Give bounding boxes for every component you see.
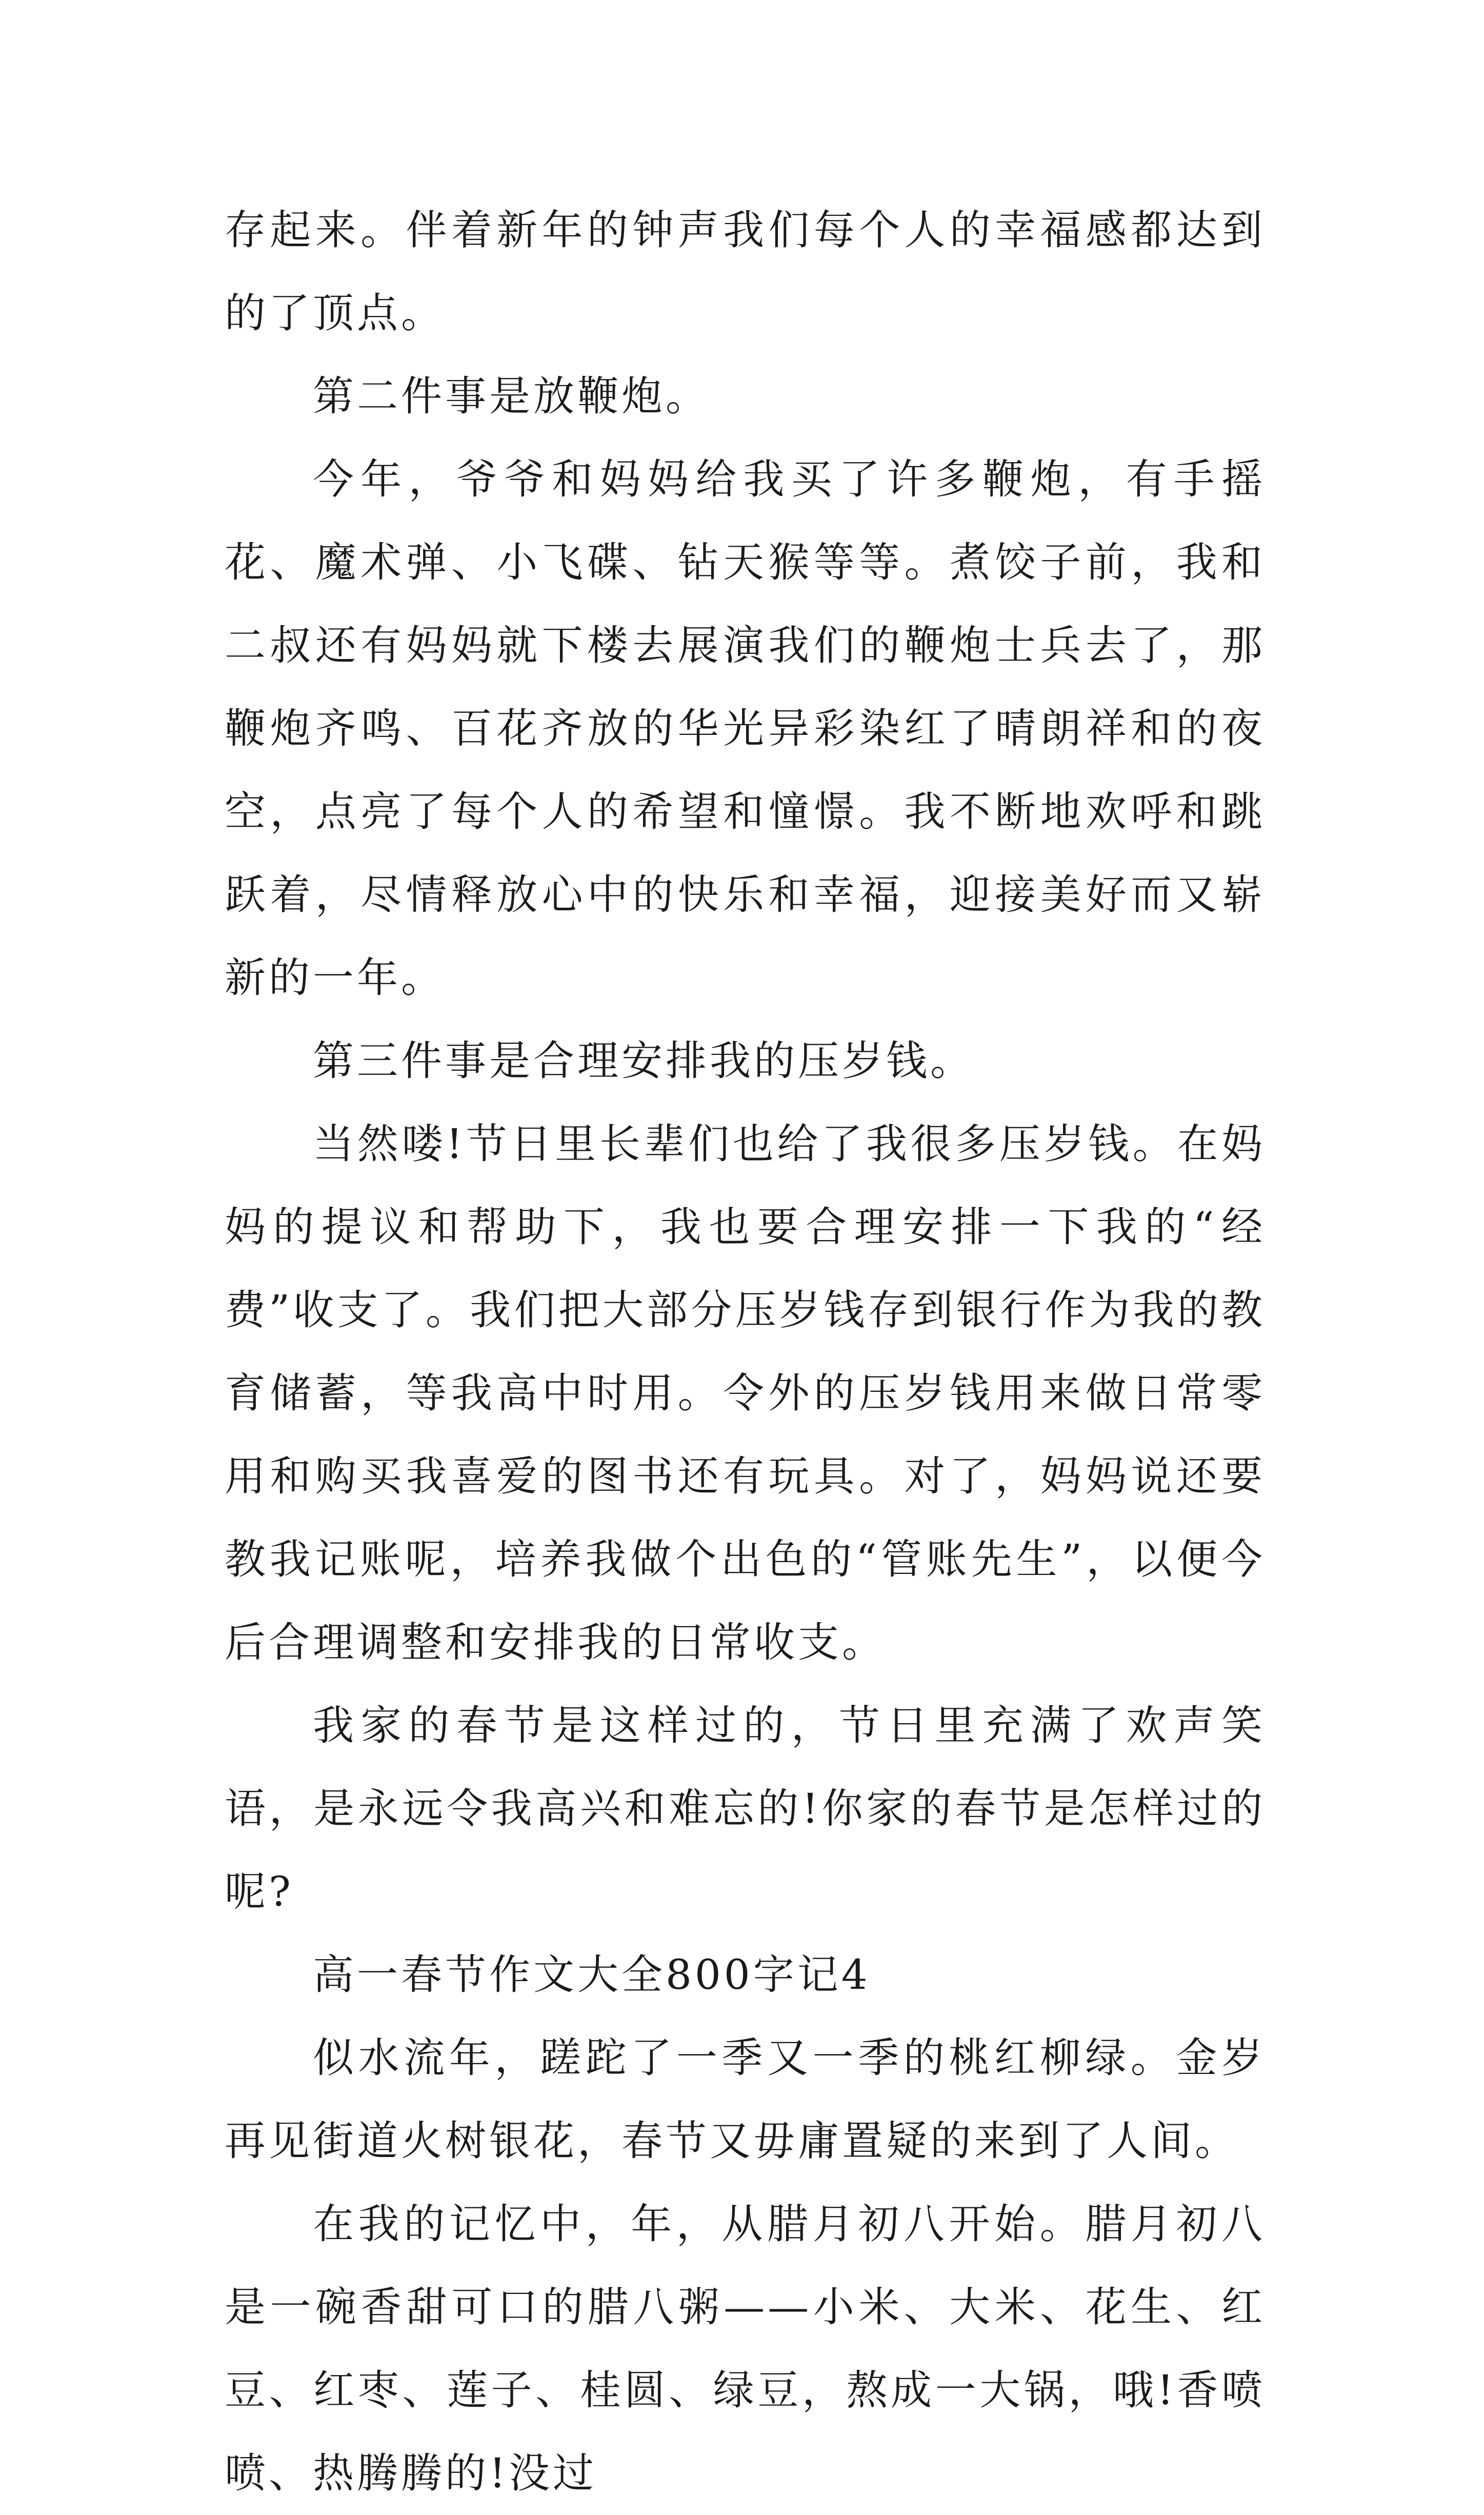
paragraph-8: 似水流年，蹉跎了一季又一季的桃红柳绿。金岁再见街道火树银花，春节又毋庸置疑的来到了人间。	[225, 2034, 1266, 2165]
paragraph-4: 第三件事是合理安排我的压岁钱。	[313, 1037, 974, 1085]
section-heading: 高一春节作文大全800字记4	[313, 1951, 871, 1999]
paragraph-6: 我家的春节是这样过的，节日里充满了欢声笑语，是永远令我高兴和难忘的!你家的春节是怎样过的呢?	[225, 1702, 1266, 1915]
paragraph-2: 第二件事是放鞭炮。	[313, 372, 710, 420]
paragraph-3: 今年，爷爷和妈妈给我买了许多鞭炮，有手摇花、魔术弹、小飞碟、钻天猴等等。煮饺子前，我和二叔还有妈妈就下楼去展演我们的鞭炮士兵去了，那鞭炮齐鸣、百花齐放的华光异彩染红了晴朗祥和的夜空，点亮了每个人的希望和憧憬。我不断地欢呼和跳跃着，尽情释放心中的快乐和幸福，迎接美好而又崭新的一年。	[225, 455, 1266, 1002]
paragraph-1: 存起来。伴着新年的钟声我们每个人的幸福感都达到的了顶点。	[225, 206, 1266, 337]
paragraph-5: 当然喽!节日里长辈们也给了我很多压岁钱。在妈妈的提议和帮助下，我也要合理安排一下我的“经费”收支了。我们把大部分压岁钱存到银行作为我的教育储蓄，等我高中时用。令外的压岁钱用来做日常零用和购买我喜爱的图书还有玩具。对了，妈妈说还要教我记账呢，培养我做个出色的“管账先生”，以便今后合理调整和安排我的日常收支。	[225, 1120, 1266, 1666]
paragraph-9: 在我的记忆中，年，从腊月初八开始。腊月初八是一碗香甜可口的腊八粥——小米、大米、花生、红豆、红枣、莲子、桂圆、绿豆，熬成一大锅，哦!香喷喷、热腾腾的!没过	[225, 2200, 1266, 2497]
document-body	[225, 189, 1266, 2515]
